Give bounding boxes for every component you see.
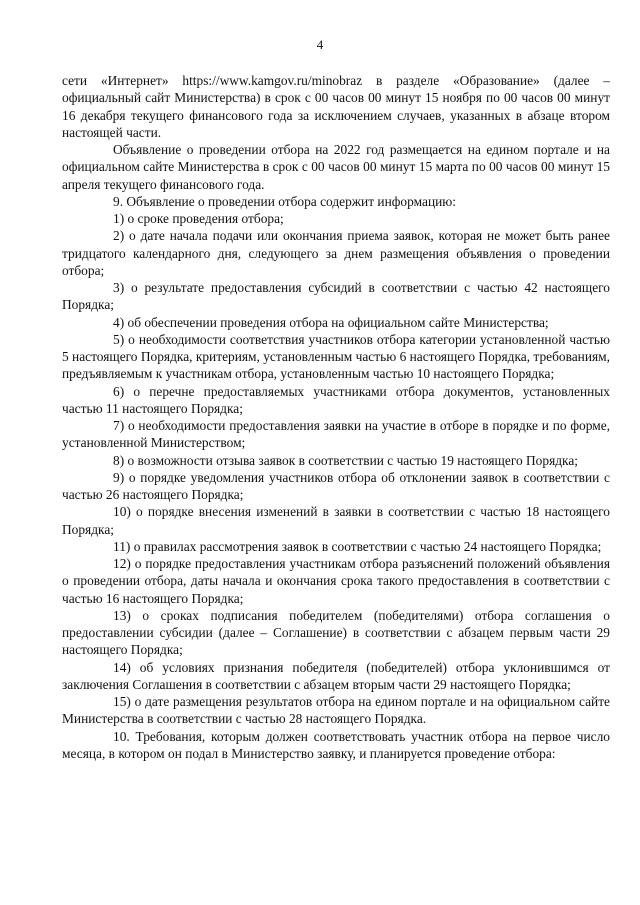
list-item-4: 4) об обеспечении проведения отбора на официальном сайте Министерства; <box>113 314 549 330</box>
list-item-7: 7) о необходимости предоставления заявки на участие в отборе в порядке и по форме, установленной Министерством; <box>62 418 610 451</box>
list-item-6: 6) о перечне предоставляемых участниками отбора документов, установленных частью 11 настоящего Порядка; <box>62 383 610 416</box>
list-item-10: 10) о порядке внесения изменений в заявки в соответствии с частью 18 настоящего Порядка; <box>62 504 610 537</box>
list-item-5: 5) о необходимости соответствия участников отбора категории установленной частью 5 настоящего Порядка, критериям, установленным частью 6 настоящего Порядка, требованиям, предъявляемым к участникам отбора, установленным частью 10 настоящего Порядка; <box>62 331 610 382</box>
list-item-11: 11) о правилах рассмотрения заявок в соответствии с частью 24 настоящего Порядка; <box>113 538 602 554</box>
list-item-2: 2) о дате начала подачи или окончания приема заявок, которая не может быть ранее тридцатого календарного дня, следующего за днем размещения объявления о проведении отбора; <box>62 228 610 278</box>
paragraph-announcement-2022: Объявление о проведении отбора на 2022 год размещается на едином портале и на официальном сайте Министерства в срок с 00 часов 00 минут 15 марта по 00 часов 00 минут 15 апреля текущего финансового года. <box>62 142 610 192</box>
paragraph-section-10: 10. Требования, которым должен соответствовать участник отбора на первое число месяца, в котором он подал в Министерство заявку, и планируется проведение отбора: <box>62 728 610 761</box>
list-item-13: 13) о сроках подписания победителем (победителями) отбора соглашения о предоставлении субсидии (далее – Соглашение) в соответствии с абзацем первым части 29 настоящего Порядка; <box>62 607 610 658</box>
list-item-9: 9) о порядке уведомления участников отбора об отклонении заявок в соответствии с частью 26 настоящего Порядка; <box>62 469 610 502</box>
list-item-1: 1) о сроке проведения отбора; <box>113 211 284 226</box>
list-item-14: 14) об условиях признания победителя (победителей) отбора уклонившимся от заключения Соглашения в соответствии с абзацем вторым части 29 настоящего Порядка; <box>62 659 610 692</box>
list-item-8: 8) о возможности отзыва заявок в соответствии с частью 19 настоящего Порядка; <box>113 452 579 468</box>
list-item-15: 15) о дате размещения результатов отбора на едином портале и на официальном сайте Министерства в соответствии с частью 28 настоящего Порядка. <box>62 694 610 727</box>
paragraph-section-9: 9. Объявление о проведении отбора содержит информацию: <box>113 193 456 209</box>
document-body <box>62 72 610 762</box>
list-item-12: 12) о порядке предоставления участникам отбора разъяснений положений объявления о проведении отбора, даты начала и окончания срока такого предоставления в соответствии с частью 16 настоящего Порядка; <box>62 556 610 606</box>
paragraph-continuation: сети «Интернет» https://www.kamgov.ru/minobraz в разделе «Образование» (далее – официальный сайт Министерства) в срок с 00 часов 00 минут 15 ноября по 00 часов 00 минут 16 декабря текущего финансового года за исключением случаев, указанных в абзаце втором настоящей части. <box>62 73 610 140</box>
list-item-3: 3) о результате предоставления субсидий в соответствии с частью 42 настоящего Порядка; <box>62 280 610 313</box>
page-number: 4 <box>316 37 324 52</box>
